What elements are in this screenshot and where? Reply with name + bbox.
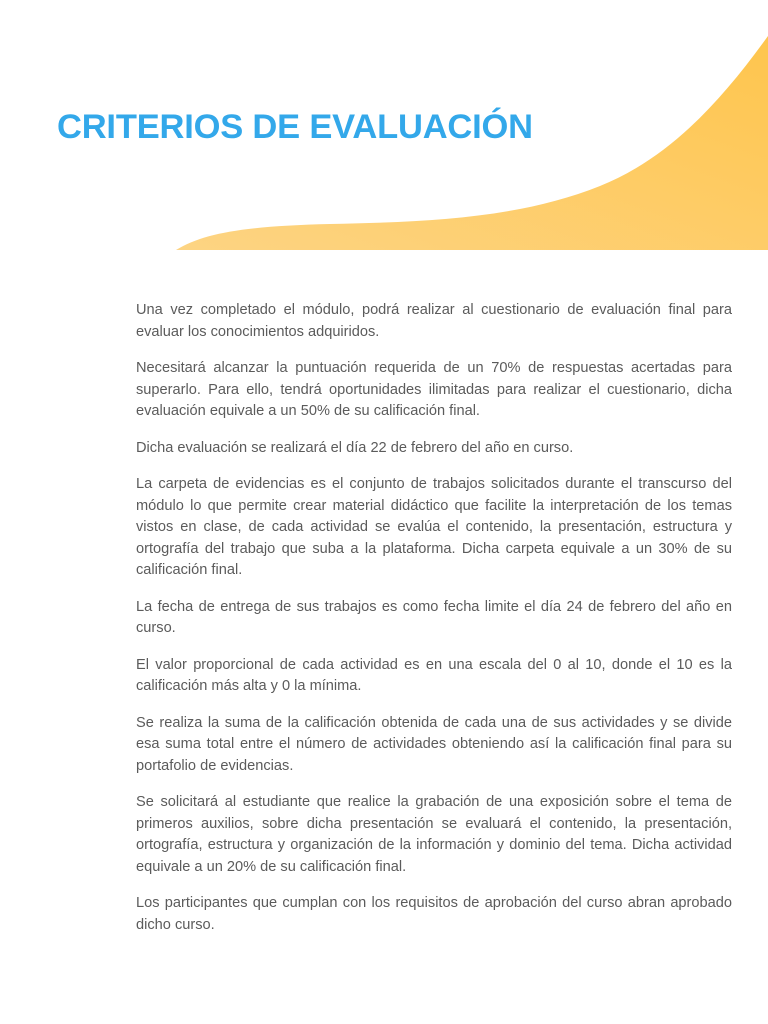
paragraph: Dicha evaluación se realizará el día 22 de febrero del año en curso. xyxy=(136,439,574,456)
paragraph: La fecha de entrega de sus trabajos es como fecha limite el día 24 de febrero del año en curso. xyxy=(136,598,732,636)
body-text xyxy=(136,300,732,951)
paragraph: Se realiza la suma de la calificación obtenida de cada una de sus actividades y se divide esa suma total entre el número de actividades obteniendo así la calificación final para su portafolio de evidencias. xyxy=(136,714,732,774)
paragraph: El valor proporcional de cada actividad es en una escala del 0 al 10, donde el 10 es la calificación más alta y 0 la mínima. xyxy=(136,656,732,694)
paragraph: Se solicitará al estudiante que realice la grabación de una exposición sobre el tema de primeros auxilios, sobre dicha presentación se evaluará el contenido, la presentación, ortografía, estructura y organización de la información y dominio del tema. Dicha actividad equivale a un 20% de su calificación final. xyxy=(136,794,732,875)
paragraph: Una vez completado el módulo, podrá realizar al cuestionario de evaluación final para evaluar los conocimientos adquiridos. xyxy=(136,302,732,340)
paragraph: Necesitará alcanzar la puntuación requerida de un 70% de respuestas acertadas para superarlo. Para ello, tendrá oportunidades ilimitadas para realizar el cuestionario, dicha evaluación equivale a un 50% de su calificación final. xyxy=(136,360,732,419)
page-title: CRITERIOS DE EVALUACIÓN xyxy=(57,108,533,146)
paragraph: La carpeta de evidencias es el conjunto de trabajos solicitados durante el transcurso del módulo lo que permite crear material didáctico que facilite la interpretación de los temas vistos en clase, de cada actividad se evalúa el contenido, la presentación, estructura y ortografía del trabajo que suba a la plataforma. Dicha carpeta equivale a un 30% de su calificación final. xyxy=(136,476,732,578)
paragraph: Los participantes que cumplan con los requisitos de aprobación del curso abran aprobado dicho curso. xyxy=(136,895,732,933)
